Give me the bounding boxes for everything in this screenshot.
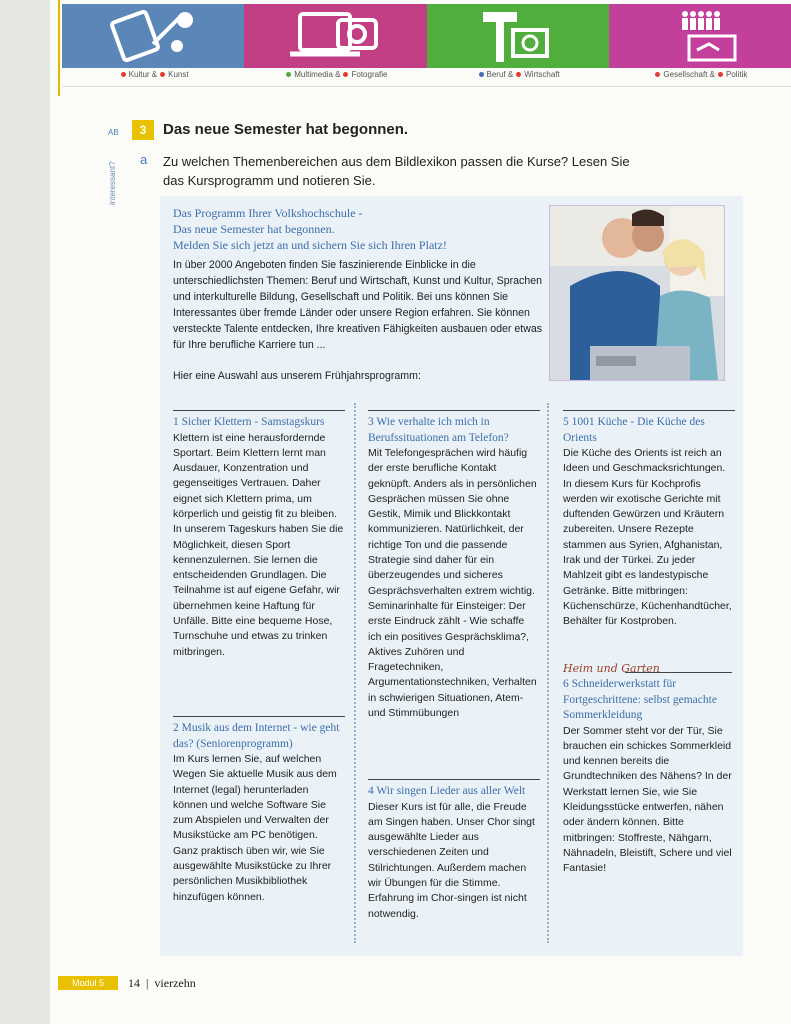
seniors-computer-photo xyxy=(549,205,725,381)
page-number: 14 | vierzehn xyxy=(128,976,196,990)
divider xyxy=(62,86,791,87)
course-rule xyxy=(368,410,540,411)
course-title: 5 1001 Küche - Die Küche des Orients xyxy=(563,416,705,444)
bullet-dot-icon xyxy=(718,72,723,77)
course-card xyxy=(563,677,735,876)
category-labels xyxy=(62,70,791,84)
course-title: 6 Schneiderwerkstatt für Fortgeschrittene: selbst gemachte Sommerkleidung xyxy=(563,678,717,721)
program-intro: In über 2000 Angeboten finden Sie faszinierende Einblicke in die unterschiedlichsten Themen: Beruf und Wirtschaft, Kunst und Kultur, Sprachen und interkulturelle Bildung, Gesellschaft und Politik. Bei uns können Sie Interessantes über fremde Länder oder unsere Region erfahren. Sie können versteckte Talente entdecken, Ihre kreativen Fähigkeiten ausbauen oder etwas für Ihre berufliche Karriere tun ... xyxy=(173,259,543,351)
bullet-dot-icon xyxy=(286,72,291,77)
bullet-dot-icon xyxy=(655,72,660,77)
bullet-dot-icon xyxy=(479,72,484,77)
category-banner xyxy=(62,4,791,68)
category-label: Multimedia & Fotografie xyxy=(244,70,426,84)
course-card xyxy=(173,716,345,905)
bullet-dot-icon xyxy=(121,72,126,77)
course-title: 2 Musik aus dem Internet - wie geht das? (Seniorenprogramm) xyxy=(173,722,340,750)
margin-line xyxy=(58,0,60,96)
exercise-question: Zu welchen Themenbereichen aus dem Bildlexikon passen die Kurse? Lesen Sie das Kursprogramm und notieren Sie. xyxy=(163,154,630,188)
course-description: Mit Telefongesprächen wird häufig der erste berufliche Kontakt geknüpft. Anders als in persönlichen Gesprächen müssen Sie ohne Gestik, Mimik und Blickkontakt kommunizieren. Natürlichkeit, der richtige Ton und die passende Strategie sind daher für ein überzeugendes und sicheres Gesprächsverhalten extrem wichtig. Seminarinhalte für Einsteiger: Der erste Eindruck zählt - Wie schaffe ich ein positives Gesprächsklima?, Aktives Zuhören und Fragetechniken, Argumentationstechniken, Verhalten in schwierigen Situationen, Atem- und Stimmübungen xyxy=(368,447,537,720)
banner-multimedia-photo xyxy=(244,4,426,68)
program-selection-note: Hier eine Auswahl aus unserem Frühjahrsprogramm: xyxy=(173,370,421,382)
column-separator xyxy=(547,403,550,943)
course-title: 1 Sicher Klettern - Samstagskurs xyxy=(173,416,325,428)
workbook-reference: AB xyxy=(108,128,119,137)
course-rule xyxy=(563,410,735,411)
hammer-box-icon xyxy=(463,6,573,66)
exercise-number: 3 xyxy=(132,120,154,140)
course-description: Klettern ist eine herausfordernde Sportart. Beim Klettern lernt man Ausdauer, Konzentration und gegenseitiges Vertrauen. Daher eignet sich Klettern prima, um körperlich und geistig fit zu bleiben. In unserem Tageskurs haben Sie die Möglichkeit, diesen Sport kennenzulernen. Sie lernen die entscheidenden Grundlagen. Die Teilnahme ist auf eigene Gefahr, wir übernehmen keine Haftung für Unfälle. Bitte eine bequeme Hose, Turnschuhe und etwas zu trinken mitbringen. xyxy=(173,431,344,658)
banner-business-work xyxy=(427,4,609,68)
course-card xyxy=(368,779,540,922)
people-handshake-icon xyxy=(645,6,755,66)
category-label: Kultur & Kunst xyxy=(62,70,244,84)
course-rule xyxy=(173,410,345,411)
module-tab: Modul 5 xyxy=(58,976,118,990)
course-rule xyxy=(368,779,540,780)
banner-society-politics xyxy=(609,4,791,68)
course-description: Dieser Kurs ist für alle, die Freude am Singen haben. Unser Chor singt ausgewählte Lieder aus verschiedenen Zeiten und Stilrichtungen. Außerdem machen wir Übungen für die Stimme. Erfahrung im Chor-singen ist nicht notwendig. xyxy=(368,800,535,920)
handwritten-note: Heim und Garten xyxy=(563,662,660,675)
side-label: interessant? xyxy=(108,161,117,205)
course-title: 3 Wie verhalte ich mich in Berufssituationen am Telefon? xyxy=(368,416,509,444)
category-label: Gesellschaft & Politik xyxy=(609,70,791,84)
course-title: 4 Wir singen Lieder aus aller Welt xyxy=(368,785,526,797)
column-separator xyxy=(354,403,357,943)
laptop-camera-icon xyxy=(280,6,390,66)
program-title: Das Programm Ihrer Volkshochschule - Das neue Semester hat begonnen. Melden Sie sich jetzt an und sichern Sie sich Ihren Platz! xyxy=(173,206,447,252)
category-label: Beruf & Wirtschaft xyxy=(427,70,609,84)
exercise-title: Das neue Semester hat begonnen. xyxy=(163,121,409,138)
course-rule xyxy=(625,672,732,673)
part-letter: a xyxy=(140,152,148,167)
course-rule xyxy=(173,716,345,717)
course-card xyxy=(563,410,735,630)
course-card xyxy=(368,410,540,721)
banner-culture-art xyxy=(62,4,244,68)
course-description: Im Kurs lernen Sie, auf welchen Wegen Sie aktuelle Musik aus dem Internet (legal) herunterladen können und welche Software Sie zum Abspielen und Verwalten der Musikstücke am PC benötigen. Ganz praktisch üben wir, wie Sie ausgewählte Musikstücke zu Ihrer persönlichen Musikbibliothek hinzufügen können. xyxy=(173,753,337,903)
course-card xyxy=(173,410,345,660)
paintbrush-canvas-icon xyxy=(103,6,203,66)
course-description: Die Küche des Orients ist reich an Ideen und Geschmacksrichtungen. In diesem Kurs für Kochprofis werden wir exotische Gerichte mit duftenden Gewürzen und Kräutern zubereiten. Unsere Rezepte stammen aus Syrien, Afghanistan, Irak und der Türkei. Zu jeder Mahlzeit gibt es landestypische Getränke. Bitte mitbringen: Küchenschürze, Küchenhandtücher, Behälter für Kostproben. xyxy=(563,447,732,628)
bullet-dot-icon xyxy=(160,72,165,77)
bullet-dot-icon xyxy=(343,72,348,77)
bullet-dot-icon xyxy=(516,72,521,77)
course-description: Der Sommer steht vor der Tür, Sie brauchen ein schickes Sommerkleid und kennen bereits die Grundtechniken des Nähens? In der Werkstatt lernen Sie, wie Sie Kleidungsstücke entwerfen, nähen oder ändern können. Bitte mitbringen: Stoffreste, Nähgarn, Nähnadeln, Bleistift, Schere und viel Fantasie! xyxy=(563,724,732,875)
page-gutter xyxy=(0,0,50,1024)
